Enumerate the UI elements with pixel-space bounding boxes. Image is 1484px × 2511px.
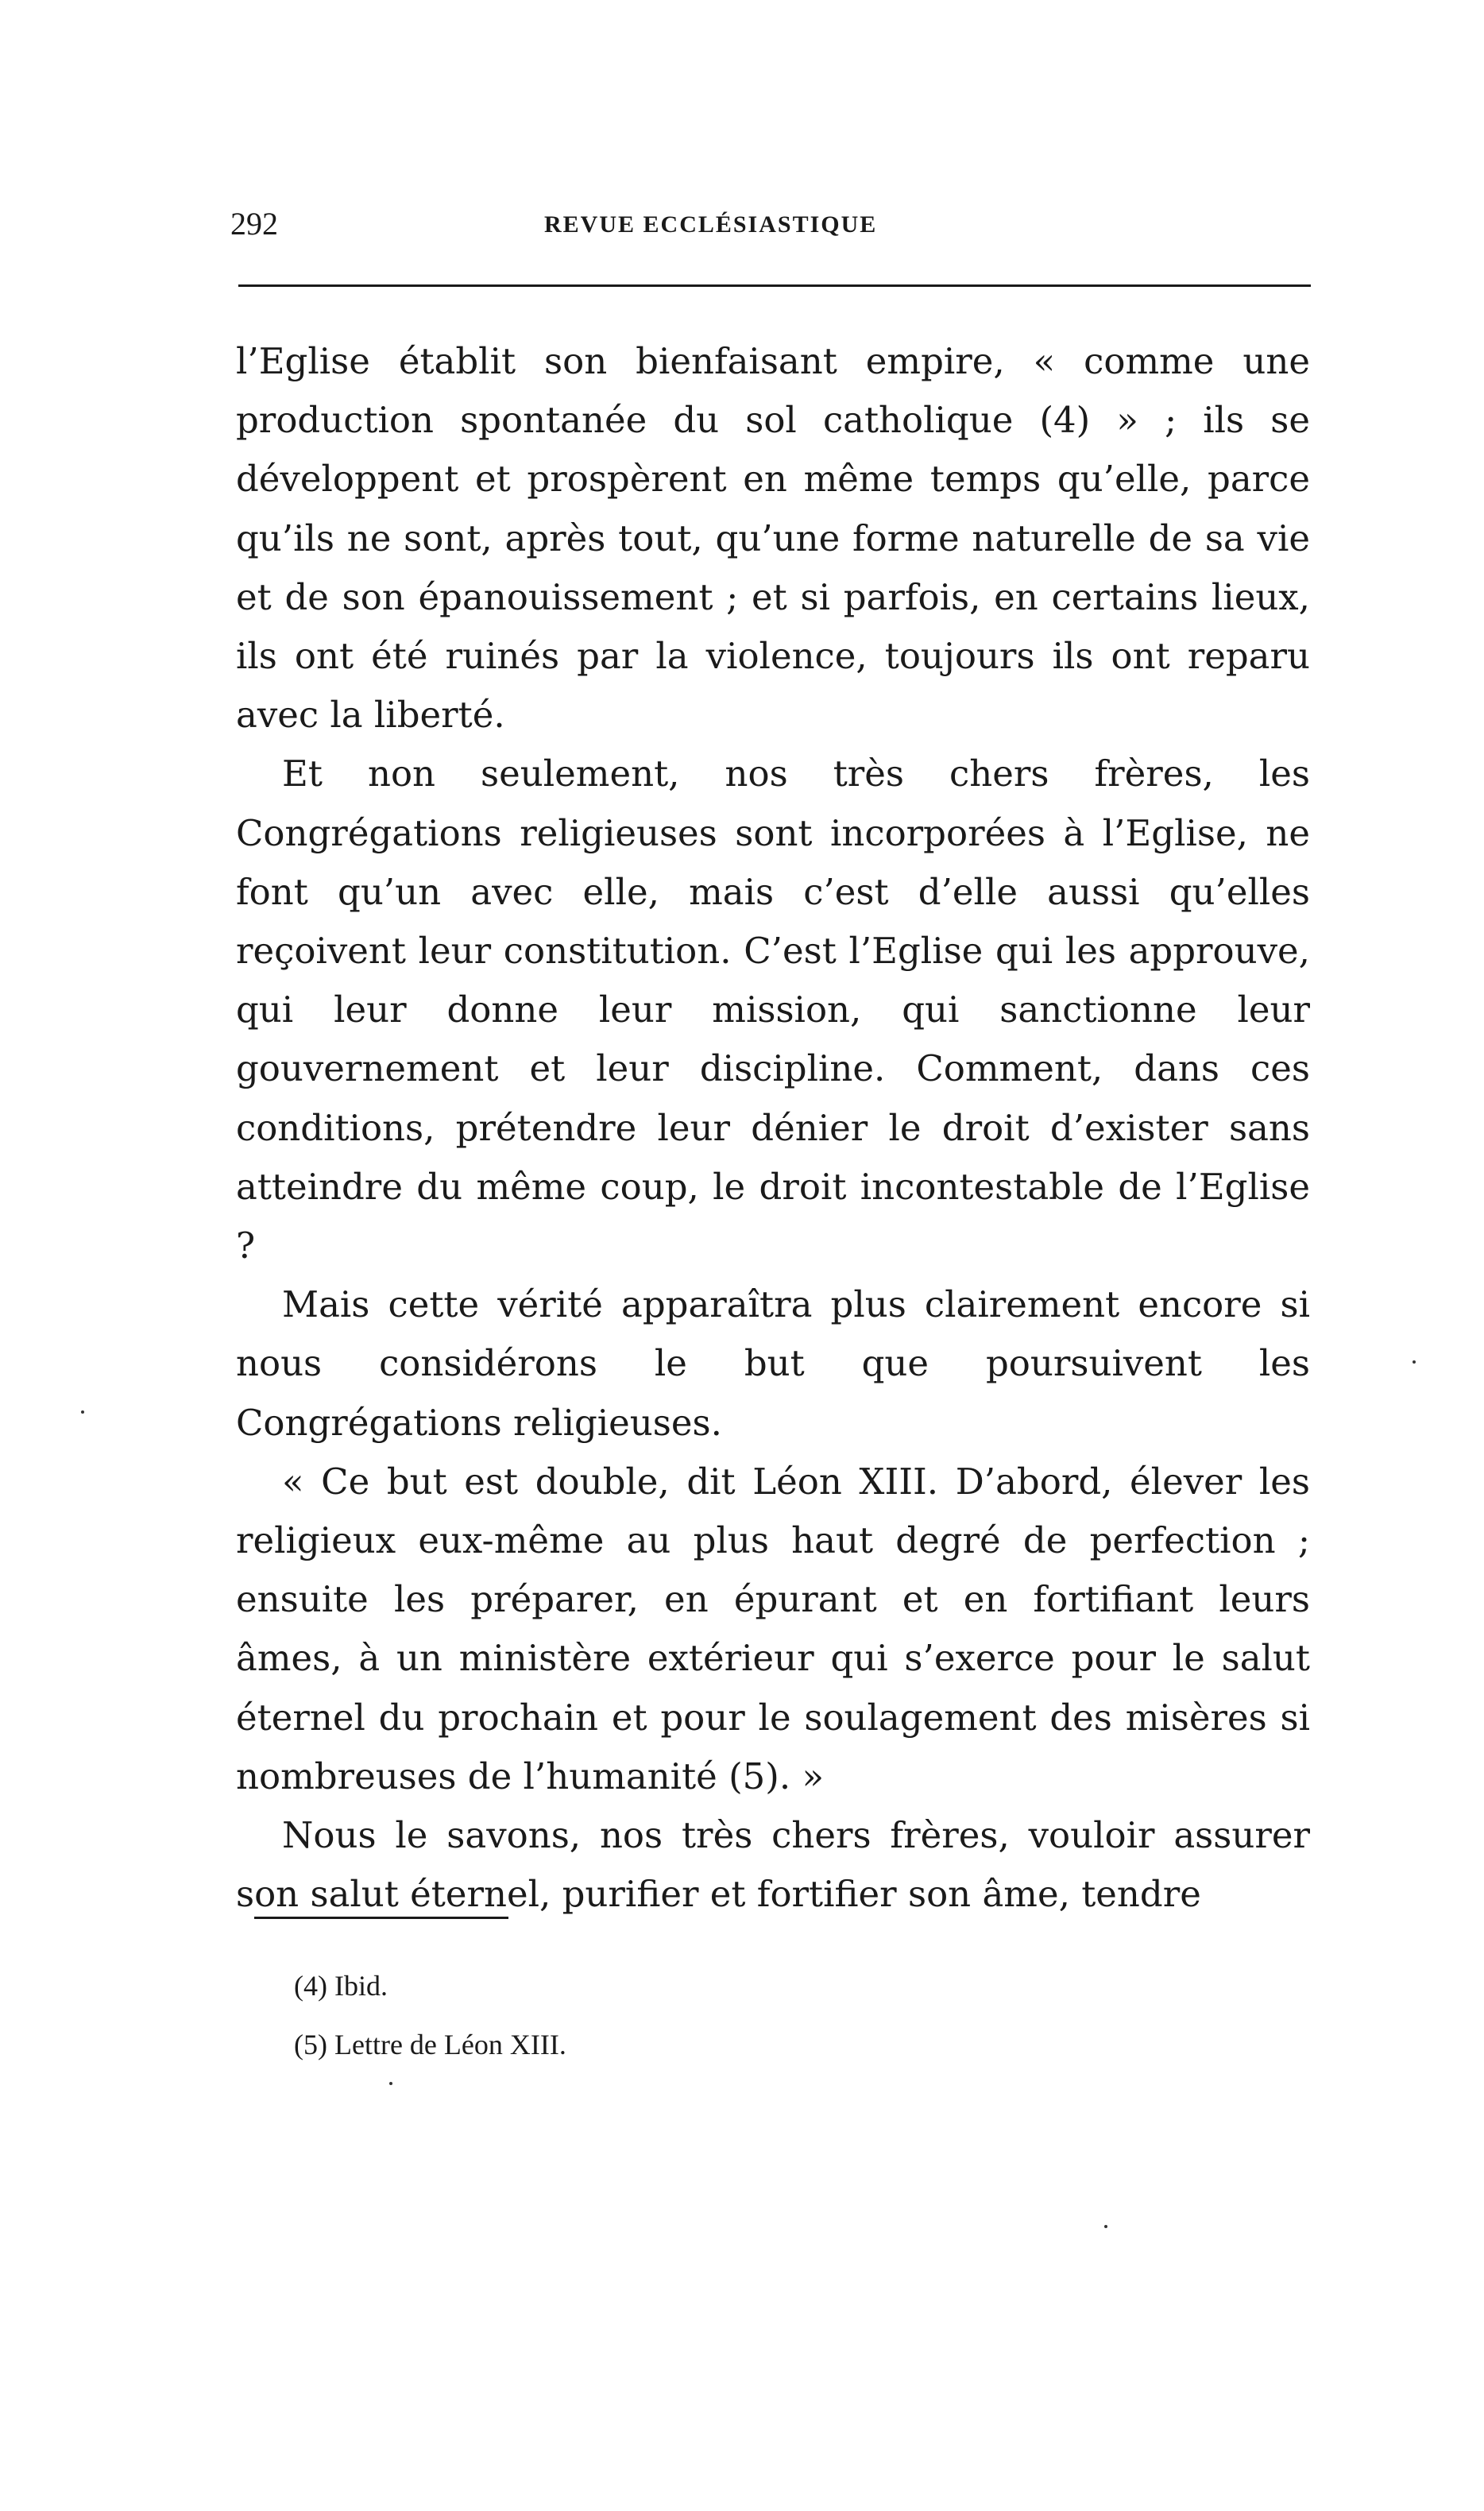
paragraph-4: « Ce but est double, dit Léon XIII. D’abord, élever les religieux eux-même au plus haut degré de perfection ; ensuite les préparer, en épurant et en fortifiant leurs âmes, à un ministère extérieur qui s’exerce pour le salut éternel du prochain et pour le soulagement des misères si nombreuses de l’humanité (5). » [236,1460,1310,1797]
header-rule [238,284,1311,287]
paragraph-3: Mais cette vérité apparaîtra plus clairement encore si nous considérons le but que poursuivent les Congrégations religieuses. [236,1283,1310,1444]
running-head-title: REVUE ECCLÉSIASTIQUE [544,211,878,238]
scan-speck [1413,1360,1416,1364]
footnote-4: (4) Ibid. [294,1970,388,2002]
paragraph-2: Et non seulement, nos très chers frères, les Congrégations religieuses sont incorporées à l’Eglise, ne font qu’un avec elle, mais c’est d’elle aussi qu’elles reçoivent leur constitution. C’est l’Eglise qui les approuve, qui leur donne leur mission, qui sanctionne leur gouvernement et leur discipline. Comment, dans ces conditions, prétendre leur dénier le droit d’exister sans atteindre du même coup, le droit incontestable de l’Eglise ? [236,753,1310,1267]
footnote-5: (5) Lettre de Léon XIII. [294,2029,566,2060]
page-number: 292 [230,206,278,242]
scan-speck [81,1410,84,1414]
main-text [236,332,1310,1924]
running-header [230,205,1319,253]
paragraph-5: Nous le savons, nos très chers frères, vouloir assurer son salut éternel, purifier et fortifier son âme, tendre [236,1814,1310,1916]
paragraph-1: l’Eglise établit son bienfaisant empire, « comme une production spontanée du sol catholique (4) » ; ils se développent et prospèrent en même temps qu’elle, parce qu’ils ne sont, après tout, qu’une forme naturelle de sa vie et de son épanouissement ; et si parfois, en certains lieux, ils ont été ruinés par la violence, toujours ils ont reparu avec la liberté. [236,340,1310,737]
scan-speck [1104,2225,1107,2228]
footnotes [294,1956,566,2074]
scan-speck [389,2082,392,2085]
footnote-rule [254,1917,508,1919]
